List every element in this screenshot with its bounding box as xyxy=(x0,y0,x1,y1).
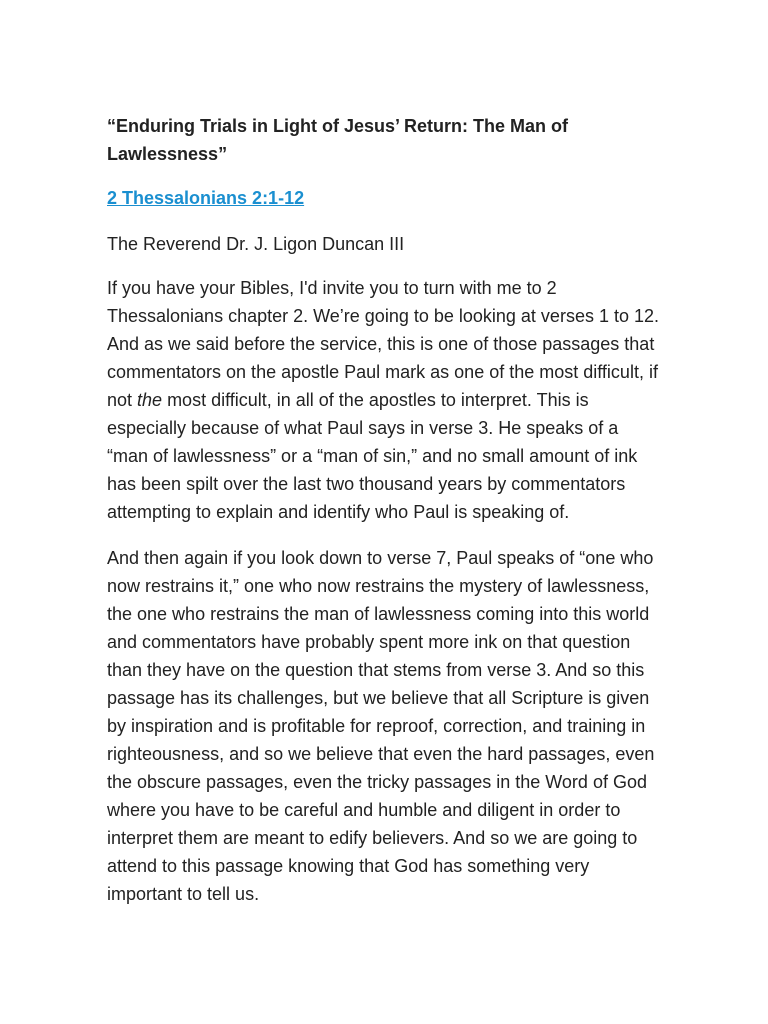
author-line: The Reverend Dr. J. Ligon Duncan III xyxy=(107,234,405,254)
document-body xyxy=(107,112,662,908)
paragraph-1 xyxy=(107,274,662,526)
paragraph-2: And then again if you look down to verse 7, Paul speaks of “one who now restrains it,” one who now restrains the mystery of lawlessness, the one who restrains the man of lawlessness coming into this world and commentators have probably spent more ink on that question than they have on the question that stems from verse 3. And so this passage has its challenges, but we believe that all Scripture is given by inspiration and is profitable for reproof, correction, and training in righteousness, and so we believe that even the hard passages, even the obscure passages, even the tricky passages in the Word of God where you have to be careful and humble and diligent in order to interpret them are meant to edify believers. And so we are going to attend to this passage knowing that God has something very important to tell us. xyxy=(107,548,655,904)
paragraph-1-text-a: If you have your Bibles, I'd invite you to turn with me to 2 Thessalonians chapter 2. We’re going to be looking at verses 1 to 12. And as we said before the service, this is one of those passages that commentators on the apostle Paul mark as one of the most difficult, if not xyxy=(107,278,659,410)
sermon-title: “Enduring Trials in Light of Jesus’ Return: The Man of Lawlessness” xyxy=(107,116,569,164)
paragraph-1-emphasis: the xyxy=(137,390,163,410)
scripture-link[interactable]: 2 Thessalonians 2:1-12 xyxy=(107,188,305,208)
paragraph-1-text-b: most difficult, in all of the apostles to interpret. This is especially because of what Paul says in verse 3. He speaks of a “man of lawlessness” or a “man of sin,” and no small amount of ink has been spilt over the last two thousand years by commentators attempting to explain and identify who Paul is speaking of. xyxy=(107,390,638,522)
